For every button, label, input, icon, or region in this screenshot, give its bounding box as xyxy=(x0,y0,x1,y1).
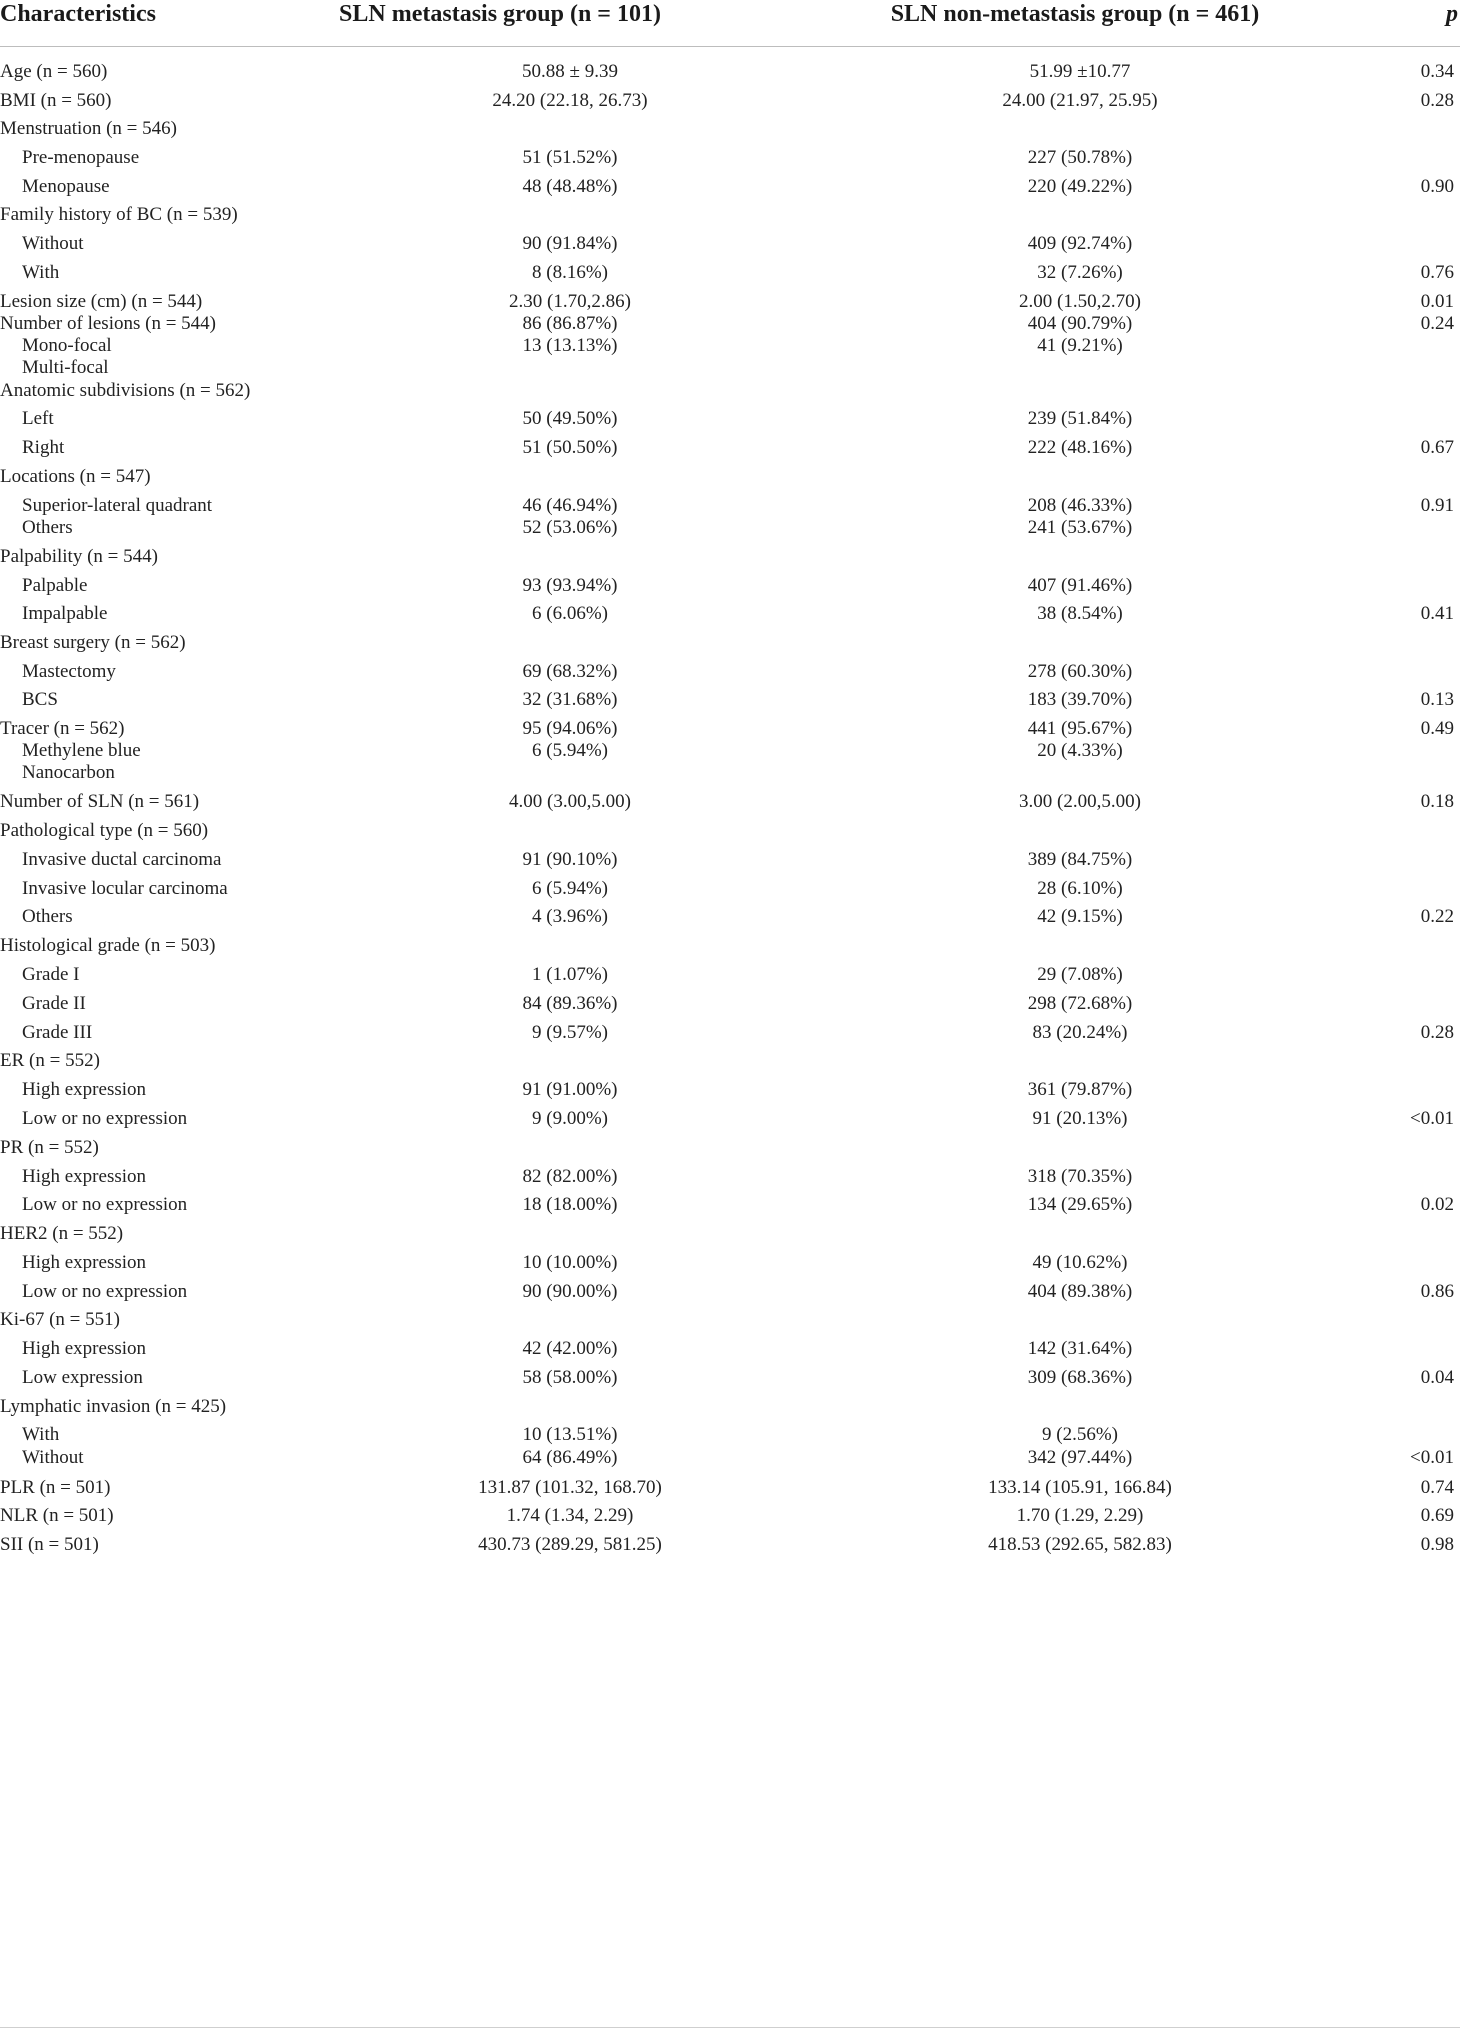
p-value: 0.76 xyxy=(1420,262,1454,283)
row-label: High expression xyxy=(22,1338,147,1359)
header-metastasis-group: SLN metastasis group (n = 101) xyxy=(339,1,661,27)
non-metastasis-value: 28 (6.10%) xyxy=(1037,878,1123,899)
metastasis-value: 52 (53.06%) xyxy=(522,517,618,538)
metastasis-value: 1 (1.07%) xyxy=(532,964,608,985)
metastasis-value: 9 (9.57%) xyxy=(532,1022,608,1043)
row-label: Lesion size (cm) (n = 544) xyxy=(0,291,203,312)
p-value: 0.67 xyxy=(1420,437,1454,458)
metastasis-value: 10 (13.51%) xyxy=(522,1424,618,1445)
row-label: Left xyxy=(22,408,54,429)
metastasis-value: 32 (31.68%) xyxy=(522,689,618,710)
metastasis-value: 6 (5.94%) xyxy=(532,740,608,761)
metastasis-value: 6 (5.94%) xyxy=(532,878,608,899)
row-label: High expression xyxy=(22,1079,147,1100)
row-label: Low or no expression xyxy=(22,1108,188,1129)
non-metastasis-value: 41 (9.21%) xyxy=(1037,335,1123,356)
metastasis-value: 42 (42.00%) xyxy=(522,1338,618,1359)
non-metastasis-value: 133.14 (105.91, 166.84) xyxy=(988,1477,1172,1498)
metastasis-value: 18 (18.00%) xyxy=(522,1194,618,1215)
row-label: With xyxy=(22,262,60,283)
row-label: Breast surgery (n = 562) xyxy=(0,632,186,653)
p-value: 0.13 xyxy=(1420,689,1454,710)
row-label: Menstruation (n = 546) xyxy=(0,118,177,139)
non-metastasis-value: 278 (60.30%) xyxy=(1027,661,1133,682)
row-label: Low or no expression xyxy=(22,1194,188,1215)
row-label: Others xyxy=(22,906,73,927)
row-label: Palpability (n = 544) xyxy=(0,546,158,567)
metastasis-value: 82 (82.00%) xyxy=(522,1166,618,1187)
metastasis-value: 1.74 (1.34, 2.29) xyxy=(506,1505,634,1526)
metastasis-value: 91 (90.10%) xyxy=(522,849,618,870)
non-metastasis-value: 227 (50.78%) xyxy=(1027,147,1133,168)
non-metastasis-value: 3.00 (2.00,5.00) xyxy=(1019,791,1141,812)
table-header xyxy=(0,0,1460,47)
row-label: Low expression xyxy=(22,1367,143,1388)
p-value: 0.98 xyxy=(1420,1534,1454,1555)
row-label: SII (n = 501) xyxy=(0,1534,99,1555)
p-value: 0.86 xyxy=(1420,1281,1454,1302)
row-label: Low or no expression xyxy=(22,1281,188,1302)
p-value: 0.74 xyxy=(1420,1477,1454,1498)
row-label: PLR (n = 501) xyxy=(0,1477,111,1498)
metastasis-value: 4 (3.96%) xyxy=(532,906,608,927)
non-metastasis-value: 309 (68.36%) xyxy=(1027,1367,1133,1388)
metastasis-value: 10 (10.00%) xyxy=(522,1252,618,1273)
non-metastasis-value: 389 (84.75%) xyxy=(1027,849,1133,870)
row-label: Invasive locular carcinoma xyxy=(22,878,228,899)
non-metastasis-value: 38 (8.54%) xyxy=(1037,603,1123,624)
row-label: Mastectomy xyxy=(22,661,116,682)
table-bottom-rule xyxy=(0,2027,1460,2028)
row-label: Number of lesions (n = 544) xyxy=(0,313,216,334)
metastasis-value: 24.20 (22.18, 26.73) xyxy=(492,90,648,111)
p-value: 0.18 xyxy=(1420,791,1454,812)
row-label: Tracer (n = 562) xyxy=(0,718,125,739)
row-label: Superior-lateral quadrant xyxy=(22,495,213,516)
non-metastasis-value: 51.99 ±10.77 xyxy=(1029,61,1131,82)
row-label: Right xyxy=(22,437,65,458)
metastasis-value: 6 (6.06%) xyxy=(532,603,608,624)
metastasis-value: 50 (49.50%) xyxy=(522,408,618,429)
p-value: 0.02 xyxy=(1420,1194,1454,1215)
p-value: 0.69 xyxy=(1420,1505,1454,1526)
p-value: 0.04 xyxy=(1420,1367,1454,1388)
row-label: BMI (n = 560) xyxy=(0,90,112,111)
non-metastasis-value: 404 (89.38%) xyxy=(1027,1281,1133,1302)
row-label: Impalpable xyxy=(22,603,108,624)
p-value: 0.01 xyxy=(1420,291,1454,312)
row-label: Lymphatic invasion (n = 425) xyxy=(0,1396,227,1417)
non-metastasis-value: 220 (49.22%) xyxy=(1027,176,1133,197)
row-label: Others xyxy=(22,517,73,538)
row-label: Pathological type (n = 560) xyxy=(0,820,209,841)
metastasis-value: 8 (8.16%) xyxy=(532,262,608,283)
p-value: 0.24 xyxy=(1420,313,1454,334)
p-value: 0.28 xyxy=(1420,1022,1454,1043)
metastasis-value: 90 (90.00%) xyxy=(522,1281,618,1302)
metastasis-value: 69 (68.32%) xyxy=(522,661,618,682)
metastasis-value: 9 (9.00%) xyxy=(532,1108,608,1129)
row-label: Number of SLN (n = 561) xyxy=(0,791,200,812)
non-metastasis-value: 361 (79.87%) xyxy=(1027,1079,1133,1100)
metastasis-value: 51 (50.50%) xyxy=(522,437,618,458)
p-value: 0.41 xyxy=(1420,603,1454,624)
p-value: <0.01 xyxy=(1410,1108,1454,1129)
row-label: Palpable xyxy=(22,575,88,596)
non-metastasis-value: 24.00 (21.97, 25.95) xyxy=(1002,90,1158,111)
header-characteristics: Characteristics xyxy=(0,1,156,27)
metastasis-value: 58 (58.00%) xyxy=(522,1367,618,1388)
non-metastasis-value: 134 (29.65%) xyxy=(1027,1194,1133,1215)
row-label: Ki-67 (n = 551) xyxy=(0,1309,120,1330)
non-metastasis-value: 49 (10.62%) xyxy=(1032,1252,1128,1273)
row-label: Age (n = 560) xyxy=(0,61,108,82)
metastasis-value: 46 (46.94%) xyxy=(522,495,618,516)
metastasis-value: 13 (13.13%) xyxy=(522,335,618,356)
non-metastasis-value: 32 (7.26%) xyxy=(1037,262,1123,283)
row-label: Grade II xyxy=(22,993,86,1014)
p-value: 0.90 xyxy=(1420,176,1454,197)
row-label: Locations (n = 547) xyxy=(0,466,151,487)
row-label: Grade III xyxy=(22,1022,93,1043)
p-value: 0.34 xyxy=(1420,61,1454,82)
metastasis-value: 64 (86.49%) xyxy=(522,1447,618,1468)
non-metastasis-value: 1.70 (1.29, 2.29) xyxy=(1016,1505,1144,1526)
row-label: Multi-focal xyxy=(22,357,109,378)
metastasis-value: 95 (94.06%) xyxy=(522,718,618,739)
metastasis-value: 131.87 (101.32, 168.70) xyxy=(478,1477,662,1498)
metastasis-value: 90 (91.84%) xyxy=(522,233,618,254)
header-non-metastasis-group: SLN non-metastasis group (n = 461) xyxy=(890,1,1260,27)
metastasis-value: 430.73 (289.29, 581.25) xyxy=(478,1534,662,1555)
metastasis-value: 2.30 (1.70,2.86) xyxy=(509,291,631,312)
non-metastasis-value: 342 (97.44%) xyxy=(1027,1447,1133,1468)
row-label: Pre-menopause xyxy=(22,147,140,168)
non-metastasis-value: 142 (31.64%) xyxy=(1027,1338,1133,1359)
row-label: Without xyxy=(22,1447,84,1468)
row-label: PR (n = 552) xyxy=(0,1137,99,1158)
non-metastasis-value: 407 (91.46%) xyxy=(1027,575,1133,596)
non-metastasis-value: 183 (39.70%) xyxy=(1027,689,1133,710)
non-metastasis-value: 441 (95.67%) xyxy=(1027,718,1133,739)
row-label: ER (n = 552) xyxy=(0,1050,100,1071)
non-metastasis-value: 29 (7.08%) xyxy=(1037,964,1123,985)
non-metastasis-value: 298 (72.68%) xyxy=(1027,993,1133,1014)
non-metastasis-value: 42 (9.15%) xyxy=(1037,906,1123,927)
metastasis-value: 4.00 (3.00,5.00) xyxy=(509,791,631,812)
row-label: Family history of BC (n = 539) xyxy=(0,204,238,225)
p-value: 0.49 xyxy=(1420,718,1454,739)
non-metastasis-value: 2.00 (1.50,2.70) xyxy=(1019,291,1141,312)
row-label: High expression xyxy=(22,1166,147,1187)
row-label: Menopause xyxy=(22,176,110,197)
row-label: HER2 (n = 552) xyxy=(0,1223,124,1244)
p-value: 0.28 xyxy=(1420,90,1454,111)
non-metastasis-value: 404 (90.79%) xyxy=(1027,313,1133,334)
non-metastasis-value: 318 (70.35%) xyxy=(1027,1166,1133,1187)
row-label: Methylene blue xyxy=(22,740,141,761)
metastasis-value: 84 (89.36%) xyxy=(522,993,618,1014)
non-metastasis-value: 83 (20.24%) xyxy=(1032,1022,1128,1043)
row-label: Without xyxy=(22,233,84,254)
non-metastasis-value: 241 (53.67%) xyxy=(1027,517,1133,538)
row-label: Invasive ductal carcinoma xyxy=(22,849,222,870)
non-metastasis-value: 409 (92.74%) xyxy=(1027,233,1133,254)
metastasis-value: 91 (91.00%) xyxy=(522,1079,618,1100)
metastasis-value: 48 (48.48%) xyxy=(522,176,618,197)
row-label: Grade I xyxy=(22,964,80,985)
row-label: BCS xyxy=(22,689,58,710)
metastasis-value: 86 (86.87%) xyxy=(522,313,618,334)
row-label: Histological grade (n = 503) xyxy=(0,935,216,956)
row-label: NLR (n = 501) xyxy=(0,1505,114,1526)
non-metastasis-value: 9 (2.56%) xyxy=(1042,1424,1118,1445)
metastasis-value: 51 (51.52%) xyxy=(522,147,618,168)
metastasis-value: 50.88 ± 9.39 xyxy=(522,61,618,82)
non-metastasis-value: 208 (46.33%) xyxy=(1027,495,1133,516)
non-metastasis-value: 91 (20.13%) xyxy=(1032,1108,1128,1129)
header-p-value: p xyxy=(1446,1,1458,27)
non-metastasis-value: 239 (51.84%) xyxy=(1027,408,1133,429)
row-label: Nanocarbon xyxy=(22,762,115,783)
row-label: With xyxy=(22,1424,60,1445)
non-metastasis-value: 418.53 (292.65, 582.83) xyxy=(988,1534,1172,1555)
row-label: High expression xyxy=(22,1252,147,1273)
p-value: 0.22 xyxy=(1420,906,1454,927)
non-metastasis-value: 222 (48.16%) xyxy=(1027,437,1133,458)
p-value: 0.91 xyxy=(1420,495,1454,516)
non-metastasis-value: 20 (4.33%) xyxy=(1037,740,1123,761)
metastasis-value: 93 (93.94%) xyxy=(522,575,618,596)
row-label: Anatomic subdivisions (n = 562) xyxy=(0,380,251,401)
p-value: <0.01 xyxy=(1410,1447,1454,1468)
row-label: Mono-focal xyxy=(22,335,112,356)
